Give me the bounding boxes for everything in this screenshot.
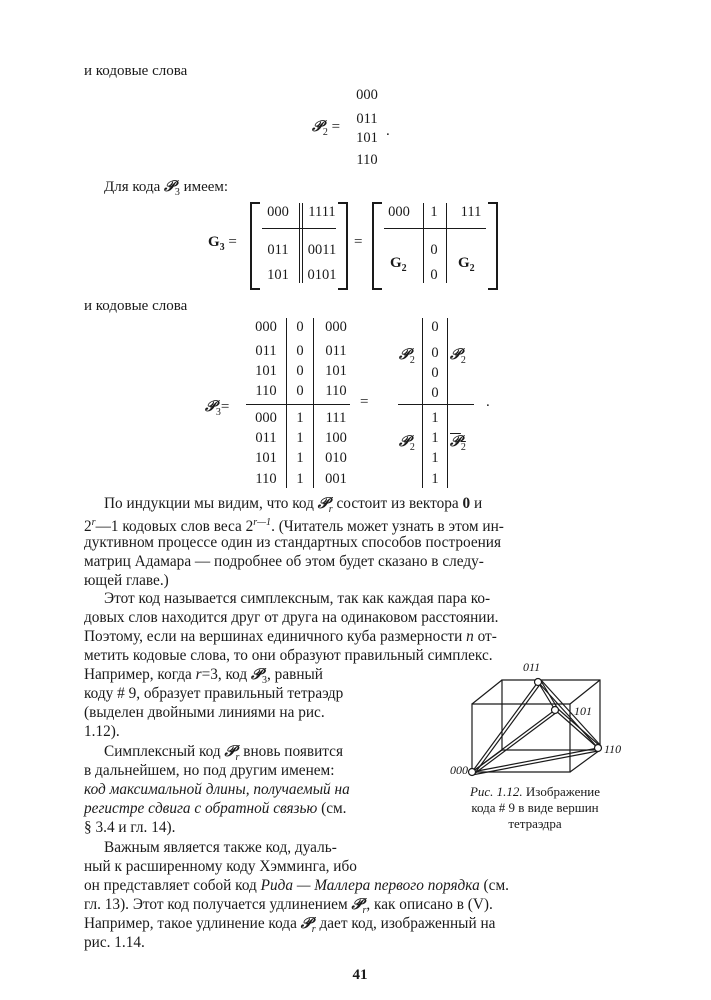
p2-dot: .	[386, 123, 390, 139]
text: регистре сдвига с обратной связью	[84, 800, 318, 817]
p3-cell: 000	[255, 319, 277, 335]
p3-cell: 0	[296, 383, 304, 399]
text: Например, такое удлинение кода	[84, 915, 301, 932]
script-p-symbol: 𝒫	[300, 915, 312, 932]
p3-cell: 011	[255, 430, 277, 446]
p3-right-cell: 0	[431, 319, 439, 335]
p3-right-cell: 1	[431, 471, 439, 487]
p3-right-cell: 1	[431, 450, 439, 466]
p3-cell: 1	[296, 430, 304, 446]
p2-symbol: 𝒫	[399, 347, 410, 363]
p3-cell: 000	[255, 410, 277, 426]
divider	[262, 228, 336, 229]
divider	[384, 228, 486, 229]
p2-symbol: 𝒫	[450, 347, 461, 363]
g3-eq: =	[228, 234, 237, 250]
p3-right-cell: 1	[431, 430, 439, 446]
p3-cell: 101	[325, 363, 347, 379]
p3-cell: 110	[255, 383, 277, 399]
g2-sub: 2	[469, 263, 475, 274]
p3-cell: 101	[255, 450, 277, 466]
caption-text: тетраэдра	[508, 816, 562, 831]
text: 2	[84, 518, 92, 536]
text: Поэтому, если на вершинах единичного куба размерности	[84, 628, 467, 645]
text-line: Важным является также код, дуаль-	[104, 839, 337, 856]
p3-cell: 0	[296, 343, 304, 359]
left-bracket	[250, 202, 260, 290]
p2-sub: 2	[322, 127, 328, 138]
text: . (Читатель может узнать в этом ин-	[271, 518, 504, 536]
text-for-code	[104, 178, 228, 202]
text: =3, код	[201, 666, 251, 683]
g3-sub: 3	[219, 242, 225, 253]
g3-cell: 101	[267, 267, 289, 283]
text-line: 1.12).	[84, 723, 120, 740]
p3-cell: 101	[255, 363, 277, 379]
vertex-label: 110	[604, 742, 622, 756]
g3-cell: 111	[460, 204, 482, 220]
caption-label: Рис. 1.12.	[469, 784, 523, 799]
vertex-label: 011	[523, 660, 541, 674]
p3-cell: 1	[296, 471, 304, 487]
p3-dot: .	[486, 394, 490, 410]
p2-word: 011	[356, 111, 378, 127]
sub: r	[311, 924, 316, 936]
text-line: код максимальной длины, получаемый на	[84, 781, 350, 798]
text: По индукции мы видим, что код	[104, 495, 318, 512]
text-line: коду # 9, образует правильный тетраэдр	[84, 685, 344, 702]
script-p-symbol: 𝒫	[164, 179, 175, 195]
divider	[446, 203, 447, 283]
p2-bar-symbol: 𝒫	[450, 434, 461, 450]
g3-cell: 0	[430, 242, 438, 258]
sub: 2	[409, 442, 415, 453]
divider	[286, 318, 287, 488]
sub: 2	[460, 355, 466, 366]
text-codewords-2: и кодовые слова	[84, 298, 188, 314]
text-line: § 3.4 и гл. 14).	[84, 819, 176, 836]
text: Симплексный код	[104, 743, 225, 760]
sup: r	[91, 517, 96, 528]
sub: 2	[460, 442, 466, 453]
text: —1 кодовых слов веса 2	[95, 518, 254, 536]
sub: r	[362, 905, 367, 917]
p2-word: 110	[356, 152, 378, 168]
divider	[246, 404, 350, 405]
p3-eq2: =	[360, 394, 369, 410]
text-r: r	[195, 666, 202, 683]
divider	[423, 203, 424, 283]
p3-cell: 0	[296, 319, 304, 335]
p3-cell: 111	[325, 410, 347, 426]
p3-cell: 001	[325, 471, 347, 487]
text: он представляет собой код	[84, 877, 261, 894]
p3-cell: 1	[296, 450, 304, 466]
p3-cell: 110	[325, 383, 347, 399]
g2-label: G	[390, 255, 402, 271]
script-p-symbol: 𝒫	[224, 743, 236, 760]
p3-cell: 100	[325, 430, 347, 446]
p3-symbol: 𝒫	[205, 399, 216, 415]
text: , равный	[267, 666, 323, 683]
p3-right-cell: 0	[431, 365, 439, 381]
g3-cell: 1111	[308, 204, 336, 220]
text-for-code-a: Для кода	[104, 179, 161, 195]
text: состоит из вектора	[332, 495, 463, 512]
p2-eq: =	[331, 119, 341, 135]
text: (см.	[479, 877, 509, 894]
g3-cell: 0011	[307, 242, 337, 258]
p2-symbol: 𝒫	[312, 119, 323, 135]
text: дает код, изображенный на	[315, 915, 496, 932]
cube-diagram	[440, 662, 630, 782]
page-number: 41	[352, 967, 368, 983]
text: Например, когда	[84, 666, 196, 683]
caption-text: Изображение	[522, 784, 601, 799]
divider	[313, 318, 314, 488]
p3-cell: 000	[325, 319, 347, 335]
text: (см.	[317, 800, 347, 817]
g3-eq2: =	[354, 234, 363, 250]
caption-text: кода # 9 в виде вершин	[471, 800, 599, 815]
p3-cell: 0	[296, 363, 304, 379]
figure-caption	[440, 784, 630, 832]
p2-symbol: 𝒫	[399, 434, 410, 450]
sup: r—1	[253, 517, 272, 528]
text-line: ющей главе.)	[84, 572, 169, 589]
text-codewords-1: и кодовые слова	[84, 63, 188, 79]
text-line: в дальнейшем, но под другим именем:	[84, 762, 335, 779]
g2-sub: 2	[401, 263, 407, 274]
sub: r	[328, 504, 333, 516]
p3-right-cell: 0	[431, 345, 439, 361]
text-line: матриц Адамара — подробнее об этом будет сказано в следу-	[84, 553, 484, 570]
divider	[398, 404, 474, 405]
script-p-symbol: 𝒫	[351, 896, 363, 913]
g3-label: G	[208, 234, 220, 250]
text-line: рис. 1.14.	[84, 934, 145, 951]
p3-right-cell: 0	[431, 385, 439, 401]
p3-right-cell: 1	[431, 410, 439, 426]
script-p-symbol: 𝒫	[251, 666, 263, 683]
g3-cell: 000	[388, 204, 410, 220]
g2-label: G	[458, 255, 470, 271]
p3-cell: 110	[255, 471, 277, 487]
vertex-label: 101	[574, 704, 592, 718]
text-n: n	[466, 628, 474, 645]
p3-sub: 3	[215, 407, 221, 418]
p3-cell: 011	[325, 343, 347, 359]
text: гл. 13). Этот код получается удлинением	[84, 896, 352, 913]
sub: 3	[174, 187, 180, 198]
p3-eq: =	[220, 399, 230, 415]
g3-cell: 0101	[307, 267, 337, 283]
text-line: (выделен двойными линиями на рис.	[84, 704, 325, 721]
divider	[422, 318, 423, 488]
text: и	[470, 495, 483, 512]
text: , как описано в (V).	[366, 896, 493, 913]
divider	[447, 318, 448, 488]
text-italic: Рида — Маллера первого порядка	[260, 877, 480, 894]
text-line: Этот код называется симплексным, так как каждая пара ко-	[104, 590, 491, 607]
text-line: дуктивном процессе один из стандартных способов построения	[84, 534, 502, 551]
p2-word: 101	[356, 130, 378, 146]
g3-cell: 011	[267, 242, 289, 258]
g3-cell: 1	[430, 204, 438, 220]
g3-cell: 000	[267, 204, 289, 220]
text-line: ный к расширенному коду Хэмминга, ибо	[84, 858, 357, 875]
bold-zero: 0	[462, 495, 471, 512]
g3-cell: 0	[430, 267, 438, 283]
text-line: метить кодовые слова, то они образуют правильный симплекс.	[84, 647, 493, 664]
text: вновь появится	[239, 743, 343, 760]
sub: r	[235, 752, 240, 764]
p2-word: 000	[356, 87, 378, 103]
p3-cell: 010	[325, 450, 347, 466]
p3-cell: 1	[296, 410, 304, 426]
sub: 3	[262, 675, 268, 687]
script-p-symbol: 𝒫	[317, 495, 329, 512]
divider	[299, 203, 300, 283]
sub: 2	[409, 355, 415, 366]
text-line: довых слов находится друг от друга на одинаковом расстоянии.	[84, 609, 499, 626]
p3-cell: 011	[255, 343, 277, 359]
vertex-label: 000	[450, 763, 468, 777]
text-for-code-b: имеем:	[183, 179, 229, 195]
text: от-	[473, 628, 497, 645]
